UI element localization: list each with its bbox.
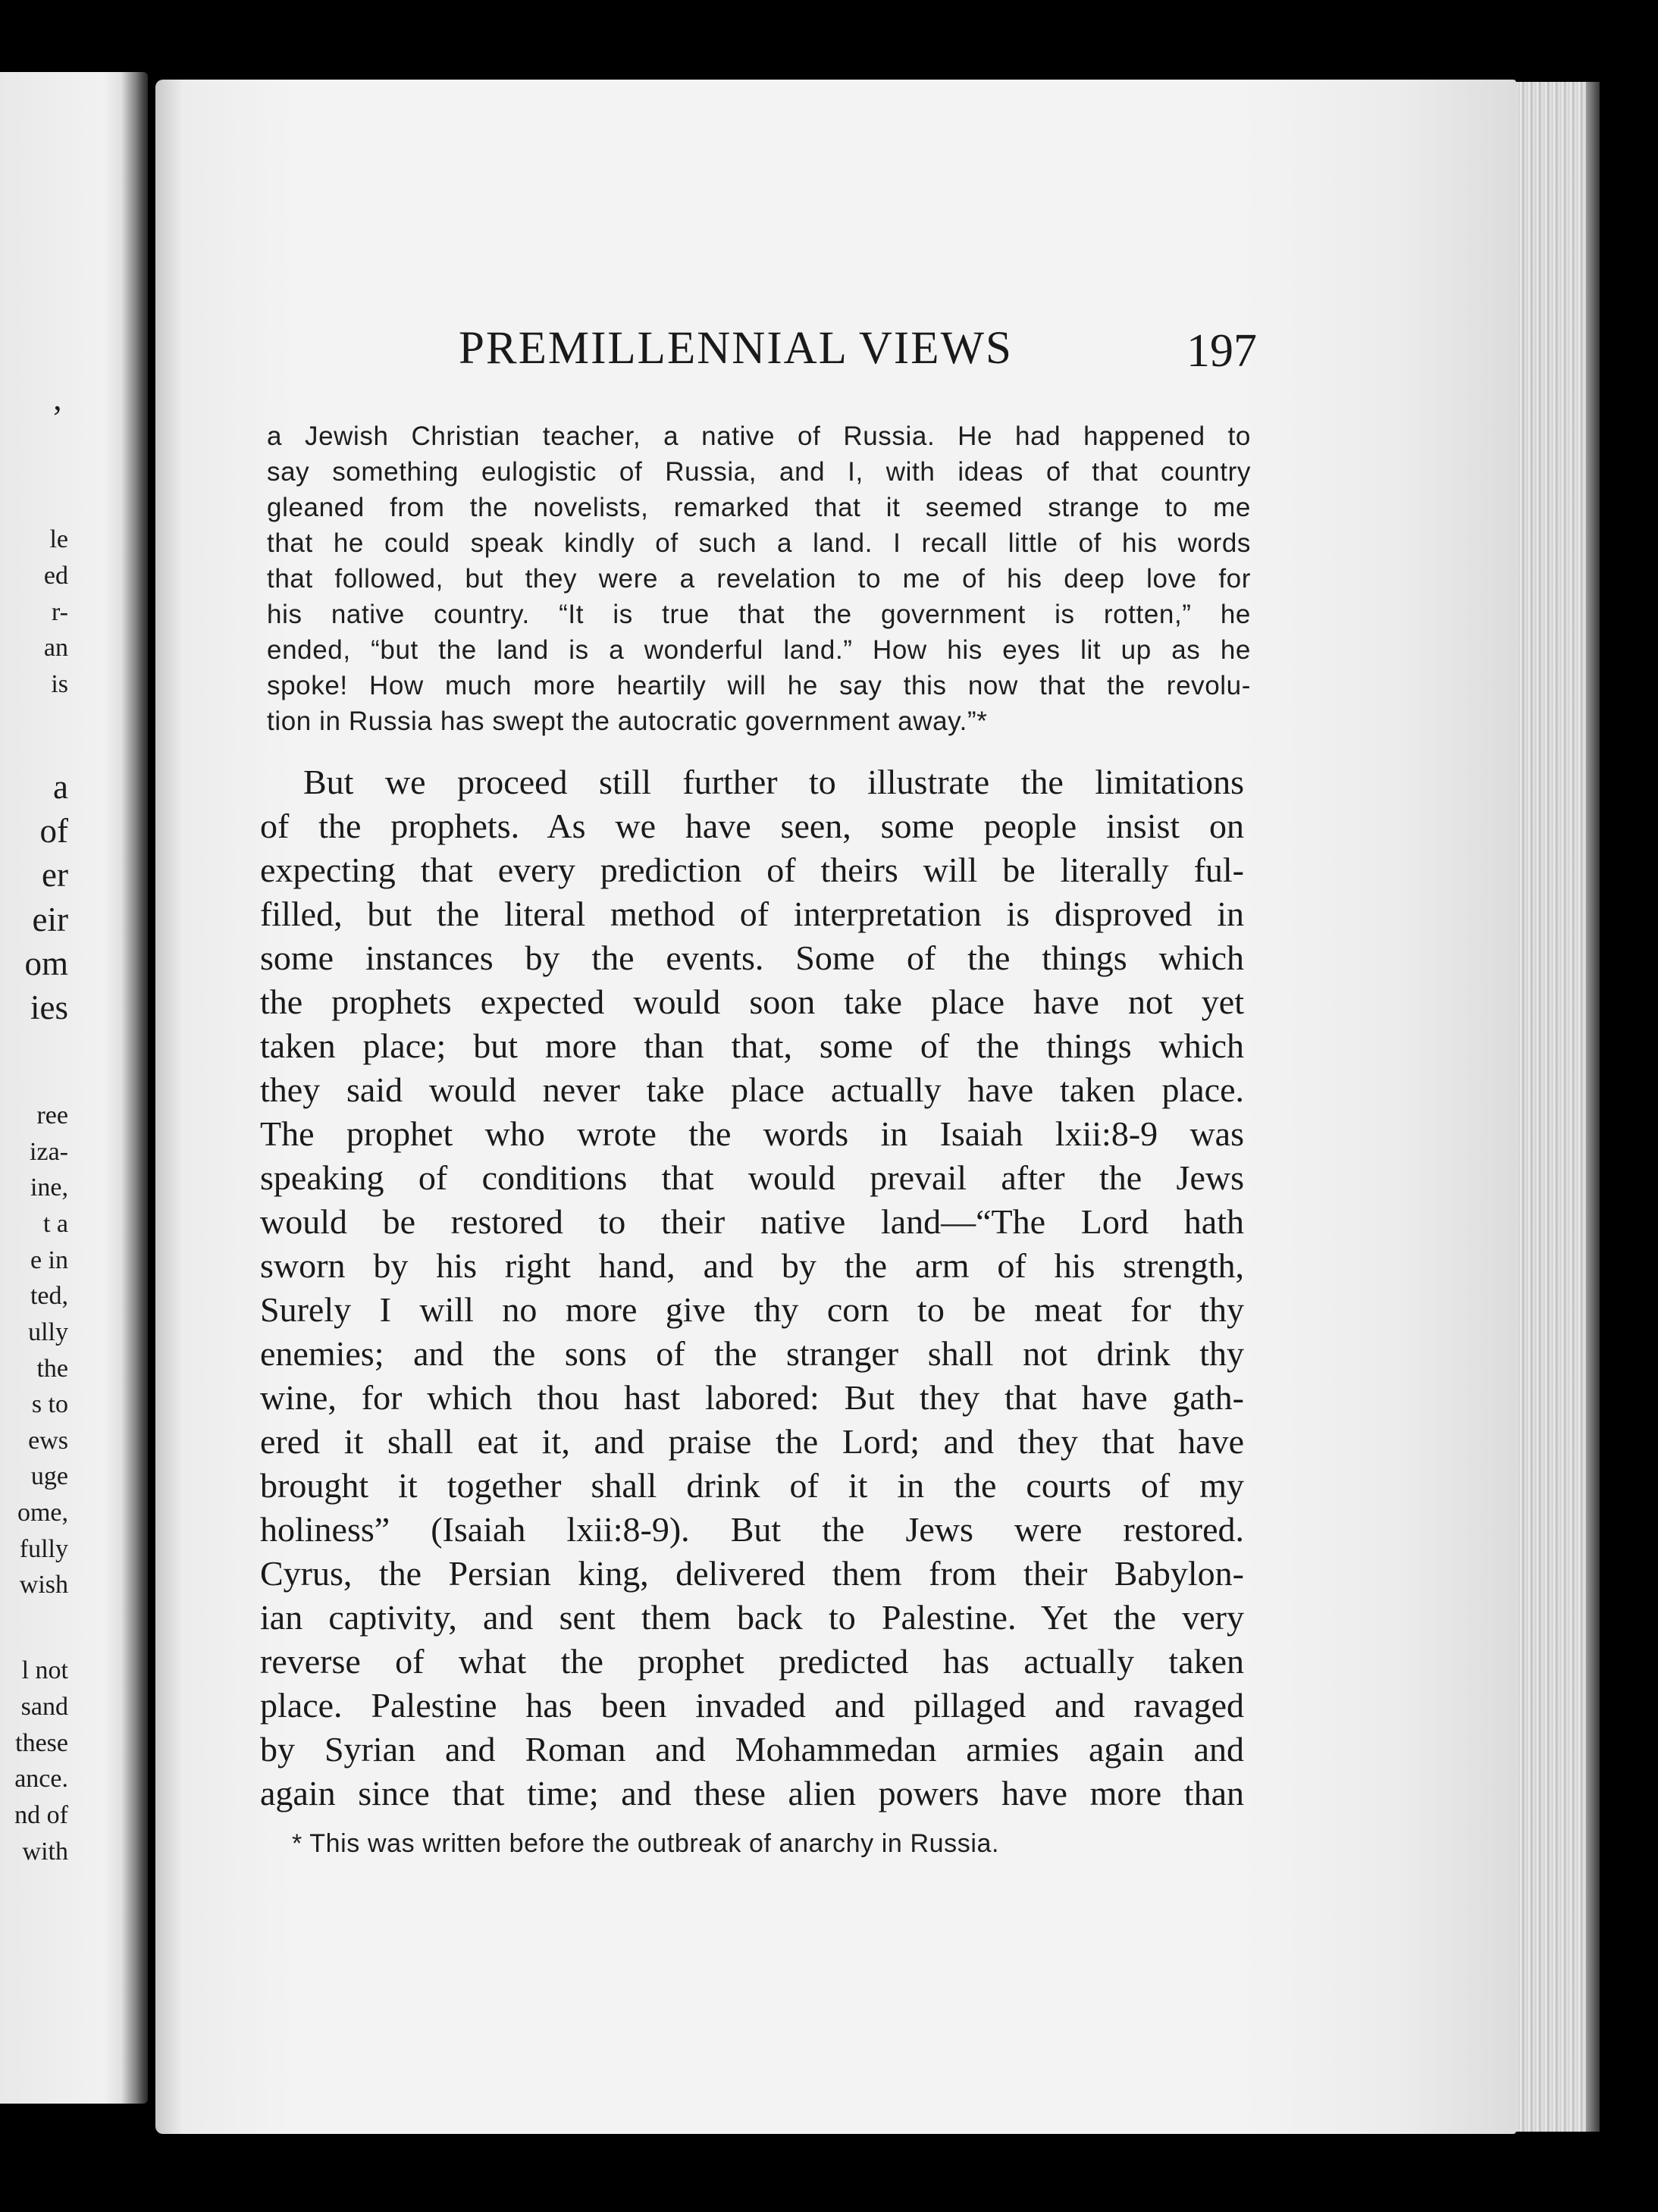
left-fragment: ’ <box>52 399 63 437</box>
left-fragment: t a <box>42 1210 68 1238</box>
left-fragment: a <box>53 768 68 806</box>
left-fragment: is <box>51 670 68 698</box>
body-line: But we proceed still further to illustrate the limitations <box>303 763 1244 801</box>
page-number: 197 <box>1186 325 1257 377</box>
body-line: by Syrian and Roman and Mohammedan armies again and <box>260 1730 1244 1769</box>
left-fragment: sand <box>20 1693 68 1721</box>
quote-line: say something eulogistic of Russia, and I, with ideas of that country <box>267 457 1251 487</box>
left-fragment: er <box>42 856 68 894</box>
quote-line: a Jewish Christian teacher, a native of Russia. He had happened to <box>267 421 1251 451</box>
body-line: holiness” (Isaiah lxii:8-9). But the Jews were restored. <box>260 1510 1244 1549</box>
body-line: some instances by the events. Some of the things which <box>260 938 1244 977</box>
left-fragment: the <box>36 1355 68 1383</box>
footnote: * This was written before the outbreak of anarchy in Russia. <box>292 1829 1000 1858</box>
quote-line: ended, “but the land is a wonderful land.” How his eyes lit up as he <box>267 635 1251 665</box>
quote-line: that followed, but they were a revelation to me of his deep love for <box>267 564 1251 594</box>
body-line: sworn by his right hand, and by the arm of his strength, <box>260 1246 1244 1285</box>
left-fragment: an <box>43 634 68 662</box>
left-fragment: ine, <box>30 1173 68 1202</box>
body-line: the prophets expected would soon take place have not yet <box>260 982 1244 1021</box>
left-fragment: s to <box>31 1390 68 1418</box>
left-fragment: uge <box>30 1462 68 1490</box>
left-fragment: ted, <box>30 1282 68 1310</box>
left-fragment: ance. <box>14 1765 68 1793</box>
body-line: of the prophets. As we have seen, some people insist on <box>260 807 1244 845</box>
left-fragment: wish <box>19 1571 68 1599</box>
body-line: brought it together shall drink of it in the courts of my <box>260 1466 1244 1505</box>
left-fragment: le <box>49 525 68 553</box>
body-line: again since that time; and these alien powers have more than <box>260 1774 1244 1813</box>
left-fragment: ome, <box>17 1499 68 1527</box>
body-line: speaking of conditions that would prevail after the Jews <box>260 1158 1244 1197</box>
left-fragment: ews <box>28 1427 68 1455</box>
body-line: wine, for which thou hast labored: But they that have gath- <box>260 1378 1244 1417</box>
quote-line: that he could speak kindly of such a land. I recall little of his words <box>267 528 1251 558</box>
left-fragment: with <box>22 1838 68 1866</box>
body-line: filled, but the literal method of interpretation is disproved in <box>260 895 1244 933</box>
body-line: The prophet who wrote the words in Isaiah lxii:8-9 was <box>260 1114 1244 1153</box>
body-line: would be restored to their native land—“The Lord hath <box>260 1202 1244 1241</box>
body-line: reverse of what the prophet predicted has actually taken <box>260 1642 1244 1681</box>
left-fragment: ully <box>28 1318 68 1346</box>
body-line: expecting that every prediction of theirs will be literally ful- <box>260 851 1244 889</box>
left-fragment: eir <box>32 901 68 938</box>
quote-line: tion in Russia has swept the autocratic government away.”* <box>267 707 988 736</box>
body-line: Surely I will no more give thy corn to be meat for thy <box>260 1290 1244 1329</box>
body-line: ered it shall eat it, and praise the Lord; and they that have <box>260 1422 1244 1461</box>
quote-line: gleaned from the novelists, remarked that it seemed strange to me <box>267 493 1251 522</box>
left-fragment: these <box>15 1729 68 1757</box>
left-fragment: fully <box>19 1535 68 1563</box>
left-fragment: ies <box>30 989 68 1026</box>
running-head: PREMILLENNIAL VIEWS <box>459 323 1013 374</box>
body-line: place. Palestine has been invaded and pillaged and ravaged <box>260 1686 1244 1725</box>
left-fragment: e in <box>30 1246 68 1274</box>
left-fragment: ree <box>36 1101 68 1129</box>
body-line: enemies; and the sons of the stranger shall not drink thy <box>260 1334 1244 1373</box>
quote-line: spoke! How much more heartily will he say this now that the revolu- <box>267 671 1251 700</box>
left-fragment: om <box>24 945 68 982</box>
body-line: Cyrus, the Persian king, delivered them from their Babylon- <box>260 1554 1244 1593</box>
body-line: they said would never take place actually have taken place. <box>260 1070 1244 1109</box>
left-fragment: of <box>39 812 68 850</box>
left-fragment: iza- <box>30 1138 68 1166</box>
body-line: ian captivity, and sent them back to Palestine. Yet the very <box>260 1598 1244 1637</box>
quote-line: his native country. “It is true that the government is rotten,” he <box>267 600 1251 629</box>
left-fragment: nd of <box>14 1801 68 1829</box>
left-fragment: ed <box>43 562 68 590</box>
left-fragment: r- <box>52 598 68 626</box>
body-line: taken place; but more than that, some of the things which <box>260 1026 1244 1065</box>
left-fragment: l not <box>21 1656 68 1684</box>
